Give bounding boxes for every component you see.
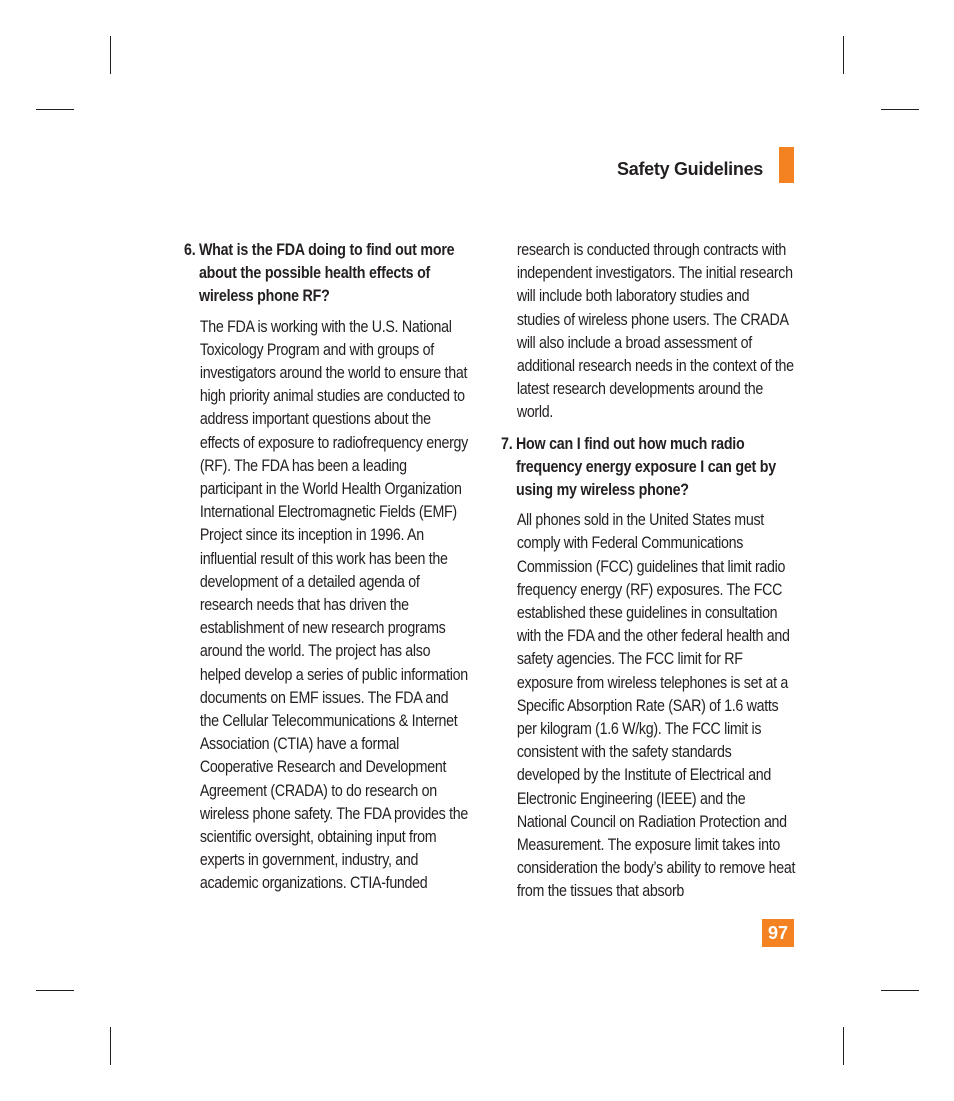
question-6-answer: The FDA is working with the U.S. National Toxicology Program and with groups of investigators around the world to ensure that high priority animal studies are conducted to address important questions about the effects of exposure to radiofrequency energy (RF). The FDA has been a leading participant in the World Health Organization International Electromagnetic Fields (EMF) Project since its inception in 1996. An influential result of this work has been the development of a detailed agenda of research needs that has driven the establishment of new research programs around the world. The project has also helped develop a series of public information documents on EMF issues. The FDA and the Cellular Telecommunications & Internet Association (CTIA) have a formal Cooperative Research and Development Agreement (CRADA) to do research on wireless phone safety. The FDA provides the scientific oversight, obtaining input from experts in government, industry, and academic organizations. CTIA-funded (199, 317, 468, 893)
question-6-heading (184, 239, 470, 309)
question-6-title: What is the FDA doing to find out more about the possible health effects of wireless phone RF? (198, 241, 455, 306)
question-7-heading (501, 433, 796, 503)
question-7-answer: All phones sold in the United States must comply with Federal Communications Commission (FCC) guidelines that limit radio frequency energy (RF) exposures. The FCC established these guidelines in consultation with the FDA and the other federal health and safety agencies. The FCC limit for RF exposure from wireless telephones is set at a Specific Absorption Rate (SAR) of 1.6 watts per kilogram (1.6 W/kg). The FCC limit is consistent with the safety standards developed by the Institute of Electrical and Electronic Engineering (IEEE) and the National Council on Radiation Protection and Measurement. The exposure limit takes into consideration the body’s ability to remove heat from the tissues that absorb (516, 511, 796, 901)
page-number: 97 (762, 919, 794, 947)
question-6-number: 6. (184, 241, 196, 259)
section-tab-marker (779, 147, 794, 183)
left-column (184, 239, 470, 902)
section-title: Safety Guidelines (617, 159, 763, 179)
crop-mark-top-right-vertical (843, 36, 844, 74)
question-6-answer-continued: research is conducted through contracts with independent investigators. The initial research will include both laboratory studies and studies of wireless phone users. The CRADA will also include a broad assessment of additional research needs in the context of the latest research developments around the world. (516, 241, 794, 422)
crop-mark-bottom-right-horizontal (881, 990, 919, 991)
crop-mark-bottom-left-horizontal (36, 990, 74, 991)
question-7-number: 7. (501, 434, 513, 453)
right-column (501, 239, 796, 910)
crop-mark-top-right-horizontal (881, 109, 919, 110)
question-7-title: How can I find out how much radio frequency energy exposure I can get by using my wireless phone? (515, 434, 776, 500)
crop-mark-bottom-left-vertical (110, 1027, 111, 1065)
crop-mark-top-left-vertical (110, 36, 111, 74)
crop-mark-bottom-right-vertical (843, 1027, 844, 1065)
crop-mark-top-left-horizontal (36, 109, 74, 110)
